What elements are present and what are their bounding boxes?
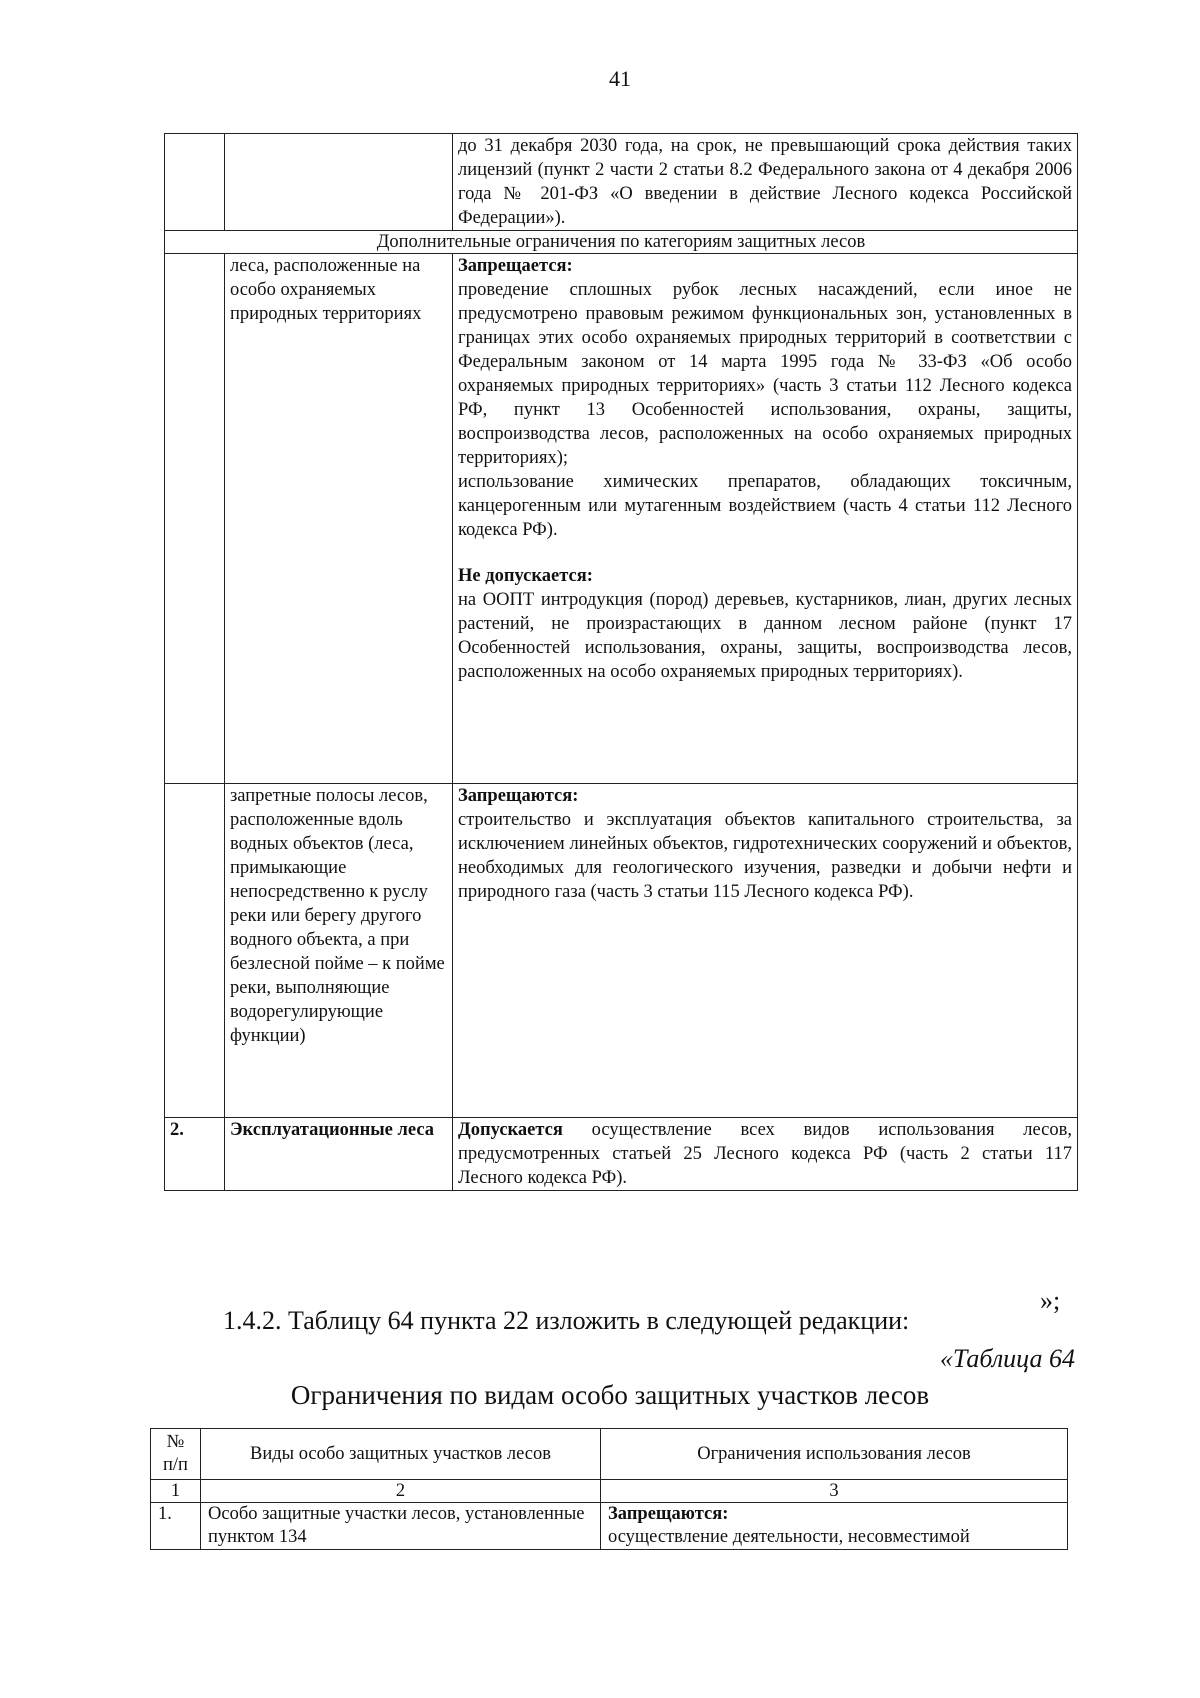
restriction-text: проведение сплошных рубок лесных насаждений, если иное не предусмотрено правовым режимом функциональных зон, установленных в границах этих особо охраняемых природных территорий в соответствии с Федеральным законом от 14 марта 1995 года № 33-ФЗ «Об особо охраняемых природных территориях» (часть 3 статьи 112 Лесного кодекса РФ, пункт 13 Особенностей использования, охраны, защиты, воспроизводства лесов, расположенных на особо охраняемых природных территориях);	[458, 280, 1072, 468]
restriction-heading: Запрещается:	[458, 256, 573, 276]
protective-plots-table	[150, 1428, 1068, 1550]
restriction-text: использование химических препаратов, обладающих токсичным, канцерогенным или мутагенным воздействием (часть 4 статьи 112 Лесного кодекса РФ).	[458, 472, 1072, 540]
restriction-cell	[453, 1118, 1078, 1191]
forest-category: леса, расположенные на особо охраняемых природных территориях	[225, 254, 453, 784]
table-row	[165, 134, 1078, 231]
column-header: Виды особо защитных участков лесов	[201, 1429, 601, 1480]
restriction-text: до 31 декабря 2030 года, на срок, не превышающий срока действия таких лицензий (пункт 2 части 2 статьи 8.2 Федерального закона от 4 декабря 2006 года № 201-ФЗ «О введении в действие Лесного кодекса Российской Федерации»).	[453, 134, 1078, 231]
plot-type: Особо защитные участки лесов, установленные пунктом 134	[201, 1503, 601, 1550]
closing-quote: »;	[1040, 1286, 1061, 1315]
column-number: 1	[151, 1480, 201, 1503]
restriction-text: строительство и эксплуатация объектов капитального строительства, за исключением линейных объектов, гидротехнических сооружений и объектов, необходимых для геологического изучения, разведки и добычи нефти и природного газа (часть 3 статьи 115 Лесного кодекса РФ).	[458, 810, 1072, 902]
column-number: 3	[601, 1480, 1068, 1503]
table-label: «Таблица 64	[939, 1344, 1075, 1373]
restriction-cell	[453, 784, 1078, 1118]
table-row	[151, 1503, 1068, 1550]
forest-category: запретные полосы лесов, расположенные вдоль водных объектов (леса, примыкающие непосредственно к руслу реки или берегу другого водного объекта, а при безлесной пойме – к пойме реки, выполняющие водорегулирующие функции)	[225, 784, 453, 1118]
table-row	[165, 784, 1078, 1118]
restriction-lead: Допускается	[458, 1120, 563, 1140]
table-heading: Ограничения по видам особо защитных участков лесов	[290, 1380, 930, 1410]
restriction-text: на ООПТ интродукция (пород) деревьев, кустарников, лиан, других лесных растений, не произрастающих в данном лесном районе (пункт 17 Особенностей использования, охраны, защиты, воспроизводства лесов, расположенных на особо охраняемых природных территориях).	[458, 590, 1072, 682]
table-row	[165, 231, 1078, 254]
column-header: № п/п	[151, 1429, 201, 1480]
section-header: Дополнительные ограничения по категориям защитных лесов	[165, 231, 1078, 254]
header-row	[151, 1429, 1068, 1480]
amendment-instruction: 1.4.2. Таблицу 64 пункта 22 изложить в следующей редакции:	[223, 1306, 910, 1335]
restriction-heading: Запрещаются:	[608, 1504, 729, 1524]
table-row	[165, 254, 1078, 784]
restriction-heading: Не допускается:	[458, 566, 593, 586]
row-number: 1.	[151, 1503, 201, 1550]
forest-restrictions-table-continued	[164, 133, 1078, 1191]
forest-category: Эксплуатационные леса	[225, 1118, 453, 1191]
column-number: 2	[201, 1480, 601, 1503]
page-number: 41	[609, 66, 631, 91]
restriction-text: осуществление всех видов использования лесов, предусмотренных статьей 25 Лесного кодекса РФ (часть 2 статьи 117 Лесного кодекса РФ).	[458, 1120, 1072, 1188]
restriction-cell	[601, 1503, 1068, 1550]
column-header: Ограничения использования лесов	[601, 1429, 1068, 1480]
column-number-row	[151, 1480, 1068, 1503]
row-number: 2.	[165, 1118, 225, 1191]
restriction-cell	[453, 254, 1078, 784]
restriction-text: осуществление деятельности, несовместимой	[608, 1527, 970, 1547]
table-row	[165, 1118, 1078, 1191]
restriction-heading: Запрещаются:	[458, 786, 579, 806]
